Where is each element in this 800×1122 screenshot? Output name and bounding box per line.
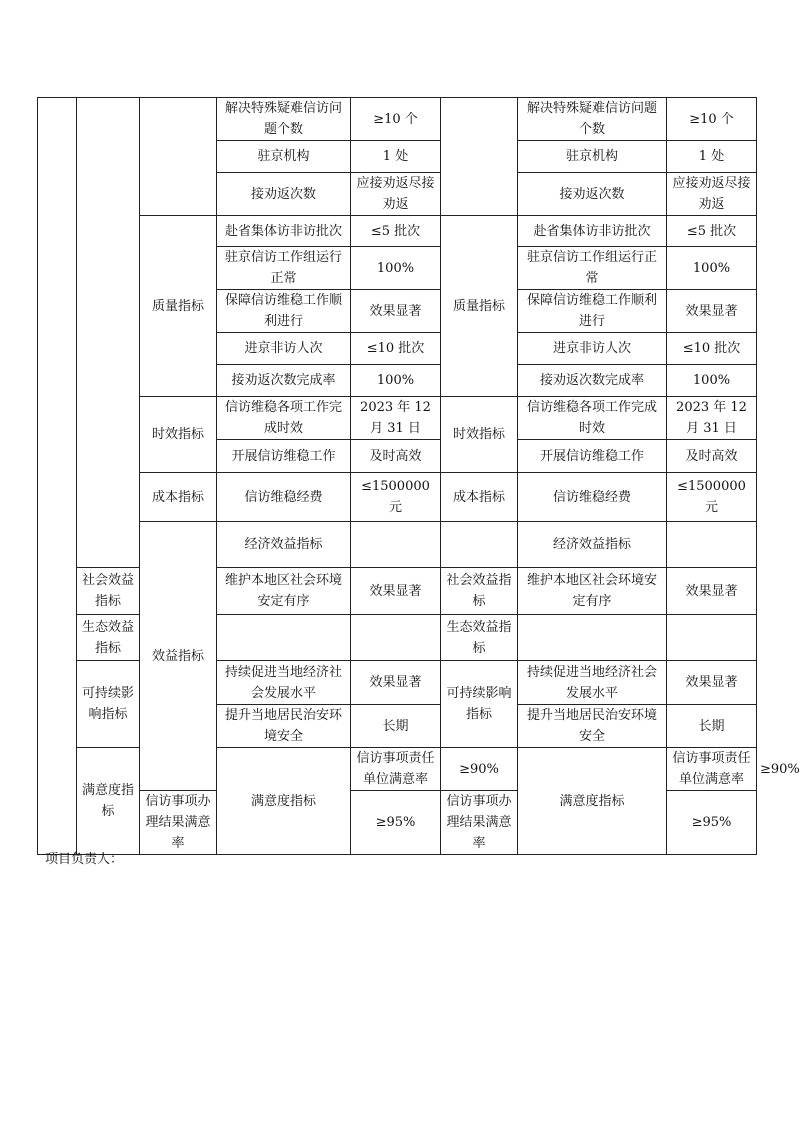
indicator-cell: 接劝返次数完成率 [518, 365, 667, 397]
indicator-cell: 信访维稳经费 [217, 473, 351, 522]
indicator-cell: 信访维稳各项工作完成时效 [217, 397, 351, 440]
indicator-cell: 信访事项责任单位满意率 [351, 748, 441, 791]
satisfaction-sub-label: 满意度指标 [217, 748, 351, 855]
indicator-cell: 信访维稳各项工作完成时效 [518, 397, 667, 440]
indicator-cell: 信访维稳经费 [518, 473, 667, 522]
indicator-cell: 持续促进当地经济社会发展水平 [518, 661, 667, 705]
indicator-cell: 进京非访人次 [518, 333, 667, 365]
value-cell: 100% [351, 365, 441, 397]
value-cell: 及时高效 [667, 440, 757, 473]
value-cell: 2023 年 12 月 31 日 [351, 397, 441, 440]
value-cell: 及时高效 [351, 440, 441, 473]
value-cell [667, 615, 757, 661]
sustainable-label-right: 可持续影响指标 [441, 661, 518, 748]
cost-label-right: 成本指标 [441, 473, 518, 522]
quality-label: 质量指标 [140, 216, 217, 397]
indicator-cell: 信访事项责任单位满意率 [667, 748, 757, 791]
indicator-cell: 维护本地区社会环境安定有序 [518, 568, 667, 615]
outer-category-cell [38, 98, 77, 855]
sustainable-label: 可持续影响指标 [77, 661, 140, 748]
indicator-cell: 驻京机构 [217, 141, 351, 173]
indicator-cell: 开展信访维稳工作 [217, 440, 351, 473]
value-cell: 应接劝返尽接劝返 [667, 173, 757, 216]
indicator-cell: 驻京信访工作组运行正常 [217, 247, 351, 290]
indicator-cell: 保障信访维稳工作顺利进行 [217, 290, 351, 333]
value-cell: 应接劝返尽接劝返 [351, 173, 441, 216]
timeliness-label: 时效指标 [140, 397, 217, 473]
indicator-cell: 驻京机构 [518, 141, 667, 173]
indicator-cell: 进京非访人次 [217, 333, 351, 365]
indicator-cell [518, 615, 667, 661]
value-cell: 2023 年 12 月 31 日 [667, 397, 757, 440]
indicator-cell: 信访事项办理结果满意率 [140, 791, 217, 855]
value-cell [441, 522, 518, 568]
value-cell: ≤1500000 元 [667, 473, 757, 522]
social-label-right: 社会效益指标 [441, 568, 518, 615]
value-cell: 1 处 [667, 141, 757, 173]
value-cell: ≥10 个 [667, 98, 757, 141]
indicator-cell [217, 615, 351, 661]
value-cell: ≥90% [441, 748, 518, 791]
value-cell: 效果显著 [667, 568, 757, 615]
ecological-label: 生态效益指标 [77, 615, 140, 661]
value-cell: ≥95% [351, 791, 441, 855]
indicator-cell: 维护本地区社会环境安定有序 [217, 568, 351, 615]
value-cell: ≤5 批次 [351, 216, 441, 247]
value-cell: 1 处 [351, 141, 441, 173]
value-cell: 效果显著 [667, 661, 757, 705]
indicator-cell: 提升当地居民治安环境安全 [217, 705, 351, 748]
indicator-cell: 提升当地居民治安环境安全 [518, 705, 667, 748]
quality-label-right: 质量指标 [441, 216, 518, 397]
value-cell: 效果显著 [667, 290, 757, 333]
satisfaction-label: 满意度指标 [77, 748, 140, 855]
value-cell: ≤5 批次 [667, 216, 757, 247]
timeliness-label-right: 时效指标 [441, 397, 518, 473]
value-cell: 100% [351, 247, 441, 290]
indicator-cell [667, 522, 757, 568]
indicator-cell: 赴省集体访非访批次 [518, 216, 667, 247]
indicator-cell: 接劝返次数 [217, 173, 351, 216]
satisfaction-sub-label-right: 满意度指标 [518, 748, 667, 855]
value-cell: ≤10 批次 [667, 333, 757, 365]
project-leader-label: 项目负责人： [45, 852, 124, 867]
value-cell [351, 615, 441, 661]
value-cell: ≤1500000 元 [351, 473, 441, 522]
value-cell: 效果显著 [351, 568, 441, 615]
value-cell: ≤10 批次 [351, 333, 441, 365]
value-cell: 效果显著 [351, 290, 441, 333]
value-cell: 效果显著 [351, 661, 441, 705]
indicator-cell: 赴省集体访非访批次 [217, 216, 351, 247]
economic-label: 经济效益指标 [217, 522, 351, 568]
ecological-label-right: 生态效益指标 [441, 615, 518, 661]
indicator-cell [351, 522, 441, 568]
quantity-label-cell [140, 98, 217, 216]
value-cell: 100% [667, 247, 757, 290]
indicator-cell: 保障信访维稳工作顺利进行 [518, 290, 667, 333]
indicator-cell: 驻京信访工作组运行正常 [518, 247, 667, 290]
economic-label-right: 经济效益指标 [518, 522, 667, 568]
indicator-cell: 持续促进当地经济社会发展水平 [217, 661, 351, 705]
quantity-label-cell-right [441, 98, 518, 216]
value-cell: 长期 [351, 705, 441, 748]
value-cell: ≥10 个 [351, 98, 441, 141]
indicator-cell: 接劝返次数 [518, 173, 667, 216]
output-category-cell [77, 98, 140, 568]
value-cell: 长期 [667, 705, 757, 748]
indicator-cell: 开展信访维稳工作 [518, 440, 667, 473]
indicator-cell: 接劝返次数完成率 [217, 365, 351, 397]
indicator-cell: 解决特殊疑难信访问题个数 [217, 98, 351, 141]
indicator-cell: 解决特殊疑难信访问题个数 [518, 98, 667, 141]
indicator-cell: 信访事项办理结果满意率 [441, 791, 518, 855]
cost-label: 成本指标 [140, 473, 217, 522]
performance-indicator-table: 解决特殊疑难信访问题个数 ≥10 个 解决特殊疑难信访问题个数 ≥10 个 驻京机构 1 处 驻京机构 1 处 接劝返次数 应接劝返尽接劝返 接劝返次数 应接劝返尽接劝返 质量指标 赴省集体访非访批次 ≤5 批次 质量指标 赴省集体访非访批次 ≤5 批次 驻京信访工作组运行正常 100% 驻京信访工作组运行正常 100% 保障信访维稳工作顺利进行 效果显著 保障信访维稳工作顺利进行 效果显著 进京非访人次 ≤10 批次 进京非访人次 ≤10 批次 接劝返次数完成率 100% 接劝返次数完成率 100% 时效指标 信访维稳各项工作完成时效 2023 年 12 月 31 日 时效指标 信访维稳各项工作完成时效 2023 年 12 月 31 日 开展信访维稳工作 及时高效 开展信访维稳工作 及时高效 成本指标 信访维稳经费 ≤1500000 元 成本指标 信访维稳经费 ≤1500000 元 效益指标 经济效益指标 经济效益指标 社会效益指标 维护本地区社会环境安定有序 效果显著 社会效益指标 维护本地区社会环境安定有序 效果显著 生态效益指标 生态效益指标 可持续影响指标 持续促进当地经济社会发展水平 效果显著 可持续影响指标 持续促进当地经济社会发展水平 效果显著 提升当地居民治安环境安全 长期 提升当地居民治安环境安全 长期 满意度指标 满意度指标 信访事项责任单位满意率 ≥90% 满意度指标 信访事项责任单位满意率 ≥90% 信访事项办理结果满意率 ≥95% 信访事项办理结果满意率 ≥95% [37, 97, 757, 855]
benefit-label: 效益指标 [140, 522, 217, 791]
social-label: 社会效益指标 [77, 568, 140, 615]
value-cell: 100% [667, 365, 757, 397]
value-cell: ≥95% [667, 791, 757, 855]
